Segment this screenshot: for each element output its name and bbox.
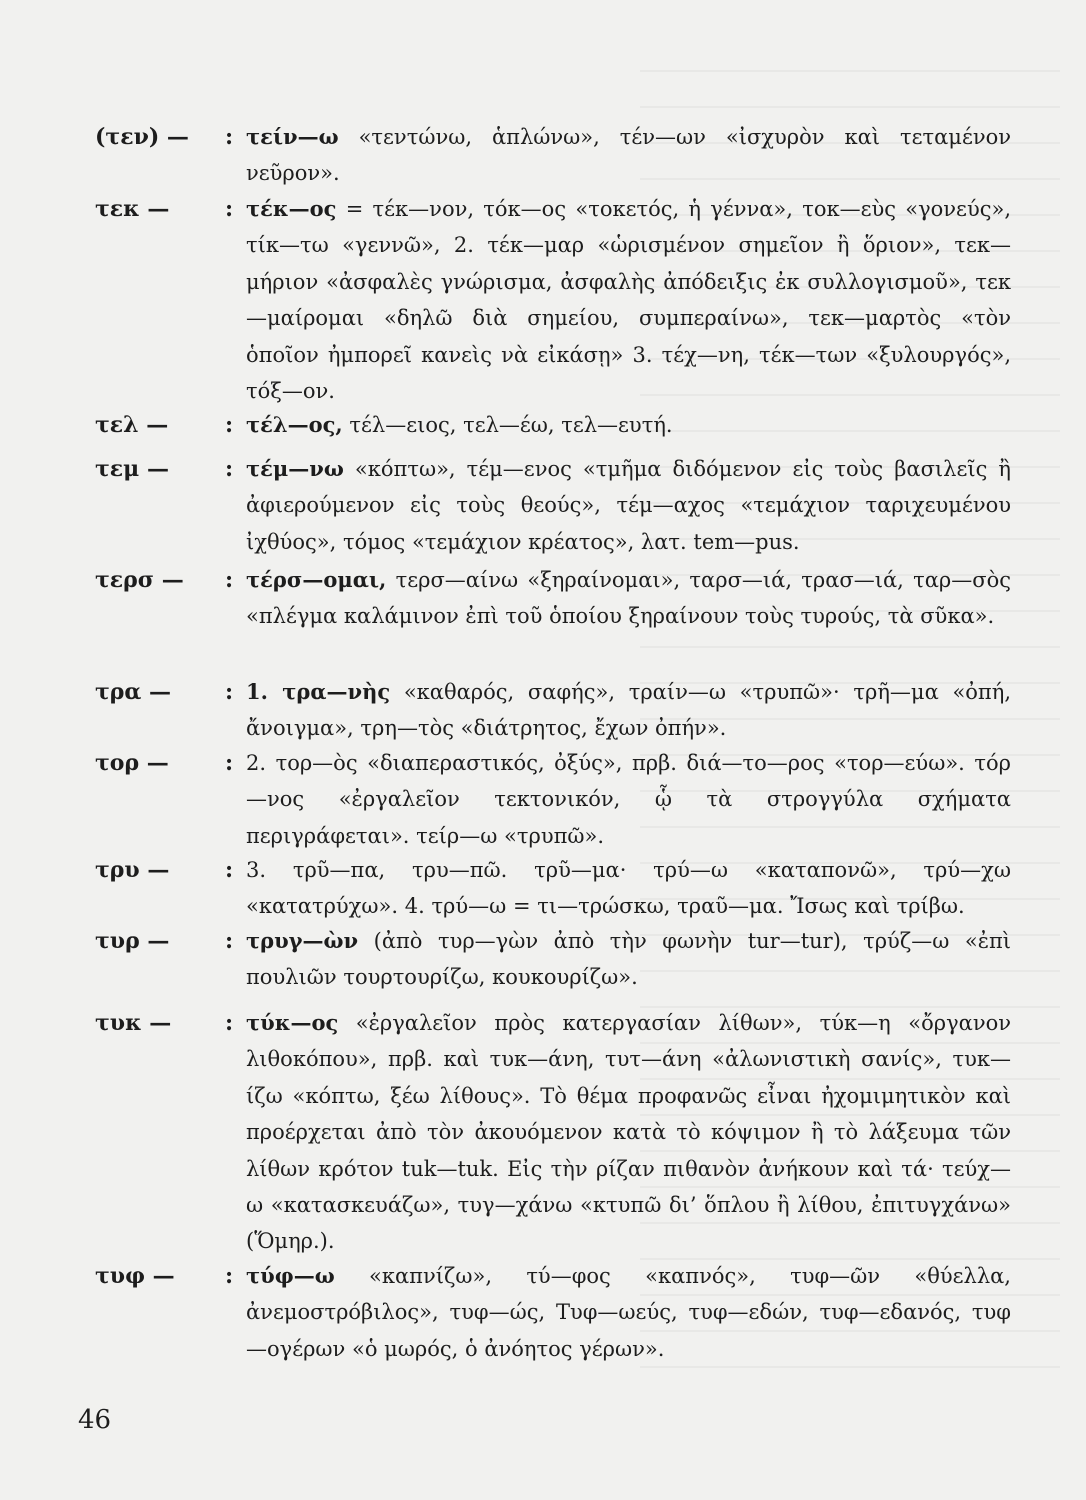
entry-root: τελ — xyxy=(95,412,169,438)
entry-root: (τεν) — xyxy=(95,124,189,150)
entry-definition: «τεντώνω, ἁπλώνω», τέν—ων «ἰσχυρὸν καὶ τεταμένον νεῦρον». xyxy=(246,125,1011,186)
entry-definition: (ἀπὸ τυρ—γὼν ἀπὸ τὴν φωνὴν tur—tur), τρύζ—ω «ἐπὶ πουλιῶν τουρτουρίζω, κουκουρίζω». xyxy=(246,929,1011,990)
entry-text xyxy=(246,852,1011,925)
entry-colon: : xyxy=(225,928,234,954)
entry-lead-word: τέκ—ος xyxy=(246,196,337,221)
entry-root: τορ — xyxy=(95,750,169,776)
entry-root: τεκ — xyxy=(95,196,170,222)
entry-definition: τέλ—ειος, τελ—έω, τελ—ευτή. xyxy=(342,413,673,437)
entry-lead-word: τέμ—νω xyxy=(246,456,344,481)
entry-colon: : xyxy=(225,679,234,705)
page-number: 46 xyxy=(78,1405,112,1435)
entry-text xyxy=(246,451,1011,560)
entry-definition: «κόπτω», τέμ—ενος «τμῆμα διδόμενον εἰς τοὺς βασιλεῖς ἢ ἀφιερούμενον εἰς τοὺς θεούς», τέμ—αχος «τεμάχιον ταριχευμένου ἰχθύος», τόμος «τεμάχιον κρέατος», λατ. tem—pus. xyxy=(246,457,1011,554)
entry-colon: : xyxy=(225,750,234,776)
entry-root: τρα — xyxy=(95,679,172,705)
entry-root: τυρ — xyxy=(95,928,170,954)
entry-lead-word: τύκ—ος xyxy=(246,1010,339,1035)
entry-text xyxy=(246,674,1011,747)
entry-colon: : xyxy=(225,124,234,150)
entry-lead-word: τέρσ—ομαι, xyxy=(246,567,387,592)
entry-definition: «καθαρός, σαφής», τραίν—ω «τρυπῶ»· τρῆ—μα «ὀπή, ἄνοιγμα», τρη—τὸς «διάτρητος, ἔχων ὀπήν». xyxy=(246,680,1011,741)
entry-root: τυκ — xyxy=(95,1010,172,1036)
entry-lead-word: τείν—ω xyxy=(246,124,339,149)
entry-root: τρυ — xyxy=(95,857,170,883)
entry-definition: τερσ—αίνω «ξηραίνομαι», ταρσ—ιά, τρασ—ιά, ταρ—σὸς «πλέγμα καλάμινον ἐπὶ τοῦ ὁποίου ξηραίνουν τοὺς τυρούς, τὰ σῦκα». xyxy=(246,568,1011,629)
entry-lead-word: τέλ—ος, xyxy=(246,412,343,437)
entry-text xyxy=(246,191,1011,409)
entry-colon: : xyxy=(225,456,234,482)
entry-text xyxy=(246,562,1011,635)
entry-root: τερσ — xyxy=(95,567,184,593)
entry-definition: 2. τορ—ὸς «διαπεραστικός, ὀξύς», πρβ. διά—το—ρος «τορ—εύω». τόρ—νος «ἐργαλεῖον τεκτονικόν, ᾧ τὰ στρογγύλα σχήματα περιγράφεται». τείρ—ω «τρυπῶ». xyxy=(246,751,1011,848)
entry-definition: 3. τρῦ—πα, τρυ—πῶ. τρῦ—μα· τρύ—ω «καταπονῶ», τρύ—χω «κατατρύχω». 4. τρύ—ω = τι—τρώσκω, τραῦ—μα. Ἴσως καὶ τρίβω. xyxy=(246,858,1011,919)
entry-lead-word: τρυγ—ὼν xyxy=(246,928,359,953)
entry-text xyxy=(246,923,1011,996)
entry-root: τυφ — xyxy=(95,1263,175,1289)
entry-colon: : xyxy=(225,857,234,883)
entry-text xyxy=(246,119,1011,192)
entry-definition: «ἐργαλεῖον πρὸς κατεργασίαν λίθων», τύκ—η «ὄργανον λιθοκόπου», πρβ. καὶ τυκ—άνη, τυτ—άνη «ἀλωνιστικὴ σανίς», τυκ—ίζω «κόπτω, ξέω λίθους». Τὸ θέμα προφανῶς εἶναι ἠχομιμητικὸν καὶ προέρχεται ἀπὸ τὸν ἀκουόμενον κατὰ τὸ κόψιμον ἢ τὸ λάξευμα τῶν λίθων κρότον tuk—tuk. Εἰς τὴν ρίζαν πιθανὸν ἀνήκουν καὶ τά· τεύχ—ω «κατασκευάζω», τυγ—χάνω «κτυπῶ δι’ ὅπλου ἢ λίθου, ἐπιτυγχάνω» (Ὅμηρ.). xyxy=(246,1011,1011,1254)
entry-definition: = τέκ—νον, τόκ—ος «τοκετός, ἡ γέννα», τοκ—εὺς «γονεύς», τίκ—τω «γεννῶ», 2. τέκ—μαρ «ὡρισμένον σημεῖον ἢ ὅριον», τεκ—μήριον «ἀσφαλὲς γνώρισμα, ἀσφαλὴς ἀπόδειξις ἐκ συλλογισμοῦ», τεκ—μαίρομαι «δηλῶ διὰ σημείου, συμπεραίνω», τεκ—μαρτὸς «τὸν ὁποῖον ἠμπορεῖ κανεὶς νὰ εἰκάσῃ» 3. τέχ—νη, τέκ—των «ξυλουργός», τόξ—ον. xyxy=(246,197,1011,404)
entry-text xyxy=(246,1005,1011,1260)
entry-colon: : xyxy=(225,567,234,593)
entry-text xyxy=(246,745,1011,854)
entry-root: τεμ — xyxy=(95,456,169,482)
entry-lead-word: τύφ—ω xyxy=(246,1263,335,1288)
entry-colon: : xyxy=(225,1010,234,1036)
entry-text xyxy=(246,407,1011,443)
entry-colon: : xyxy=(225,196,234,222)
entry-lead-word: 1. τρα—νὴς xyxy=(246,679,391,704)
entry-colon: : xyxy=(225,1263,234,1289)
entry-colon: : xyxy=(225,412,234,438)
entry-text xyxy=(246,1258,1011,1367)
entry-definition: «καπνίζω», τύ—φος «καπνός», τυφ—ῶν «θύελλα, ἀνεμοστρόβιλος», τυφ—ώς, Τυφ—ωεύς, τυφ—εδών, τυφ—εδανός, τυφ—ογέρων «ὁ μωρός, ὁ ἀνόητος γέρων». xyxy=(246,1264,1011,1361)
